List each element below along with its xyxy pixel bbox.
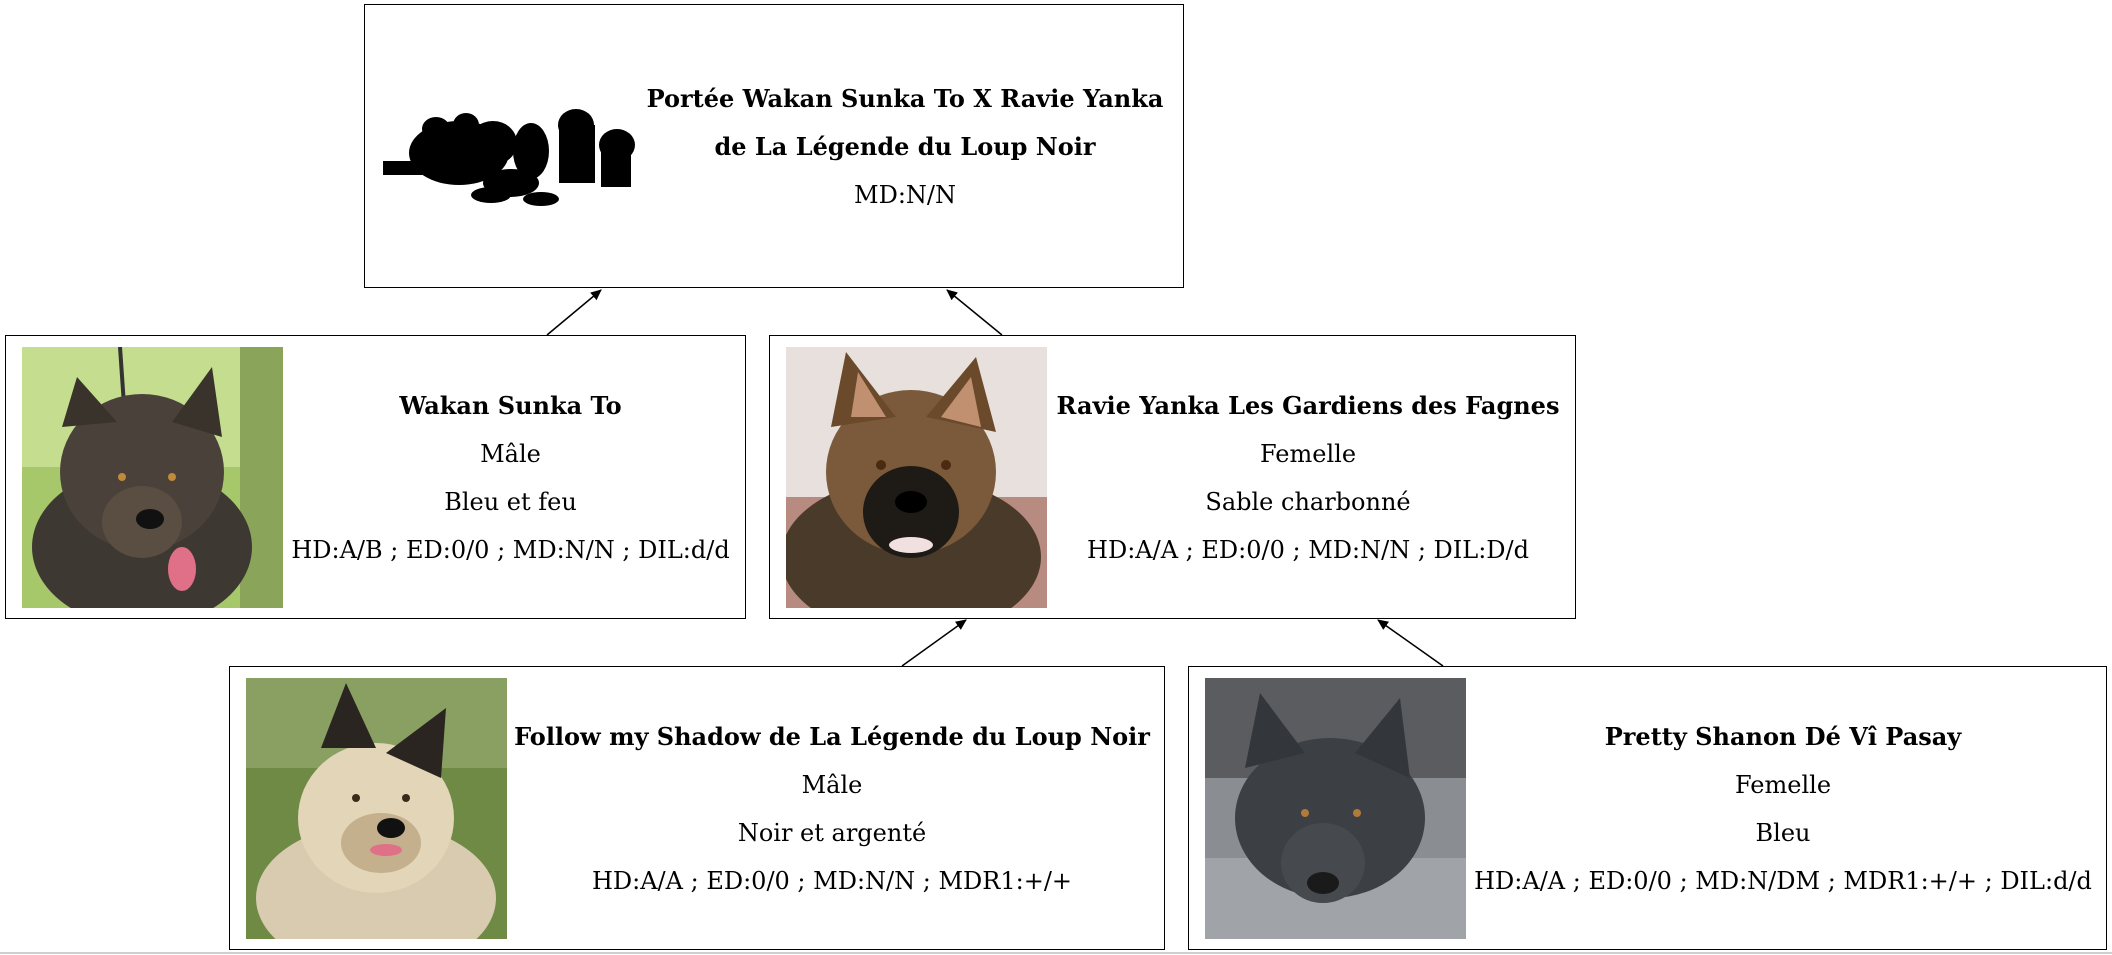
dam-dam-photo: [1205, 678, 1466, 939]
litter-info: [635, 75, 1175, 219]
dam-dam-name: Pretty Shanon Dé Vî Pasay: [1604, 722, 1962, 751]
dam-node: [769, 335, 1576, 619]
dam-photo: [786, 347, 1047, 608]
dam-health: HD:A/A ; ED:0/0 ; MD:N/N ; DIL:D/d: [1087, 536, 1529, 564]
edge-dam-to-litter: [947, 290, 1002, 335]
dam-info: [1047, 382, 1569, 574]
sire-color: Bleu et feu: [444, 488, 577, 516]
dam-sire-node: [229, 666, 1165, 950]
sire-health: HD:A/B ; ED:0/0 ; MD:N/N ; DIL:d/d: [291, 536, 730, 564]
dam-name: Ravie Yanka Les Gardiens des Fagnes: [1056, 391, 1560, 420]
dam-dam-health: HD:A/A ; ED:0/0 ; MD:N/DM ; MDR1:+/+ ; DIL:d/d: [1474, 867, 2092, 895]
dam-sire-info: [507, 713, 1157, 905]
litter-title-line1: Portée Wakan Sunka To X Ravie Yanka: [646, 84, 1164, 113]
dam-sex: Femelle: [1259, 440, 1357, 468]
dam-sire-name: Follow my Shadow de La Légende du Loup Noir: [514, 722, 1150, 751]
dam-sire-sex: Mâle: [801, 771, 863, 799]
dam-dam-sex: Femelle: [1734, 771, 1832, 799]
sire-photo: [22, 347, 283, 608]
dam-dam-node: [1188, 666, 2107, 950]
sire-node: [5, 335, 746, 619]
litter-node: [364, 4, 1184, 288]
sire-name: Wakan Sunka To: [399, 391, 622, 420]
dam-dam-color: Bleu: [1755, 819, 1811, 847]
sire-sex: Mâle: [480, 440, 541, 468]
litter-genetics: MD:N/N: [854, 181, 956, 209]
litter-title-line2: de La Légende du Loup Noir: [714, 132, 1096, 161]
dam-color: Sable charbonné: [1205, 488, 1411, 516]
sire-info: [283, 382, 738, 574]
edge-sire-to-litter: [547, 290, 601, 335]
edge-damsire-to-dam: [902, 620, 966, 666]
dam-dam-info: [1466, 713, 2100, 905]
page-bottom-divider: [0, 952, 2112, 954]
dam-sire-color: Noir et argenté: [737, 819, 927, 847]
dam-sire-health: HD:A/A ; ED:0/0 ; MD:N/N ; MDR1:+/+: [591, 867, 1073, 895]
dam-sire-photo: [246, 678, 507, 939]
puppies-silhouette-icon: [381, 95, 641, 215]
edge-damdam-to-dam: [1378, 620, 1443, 666]
